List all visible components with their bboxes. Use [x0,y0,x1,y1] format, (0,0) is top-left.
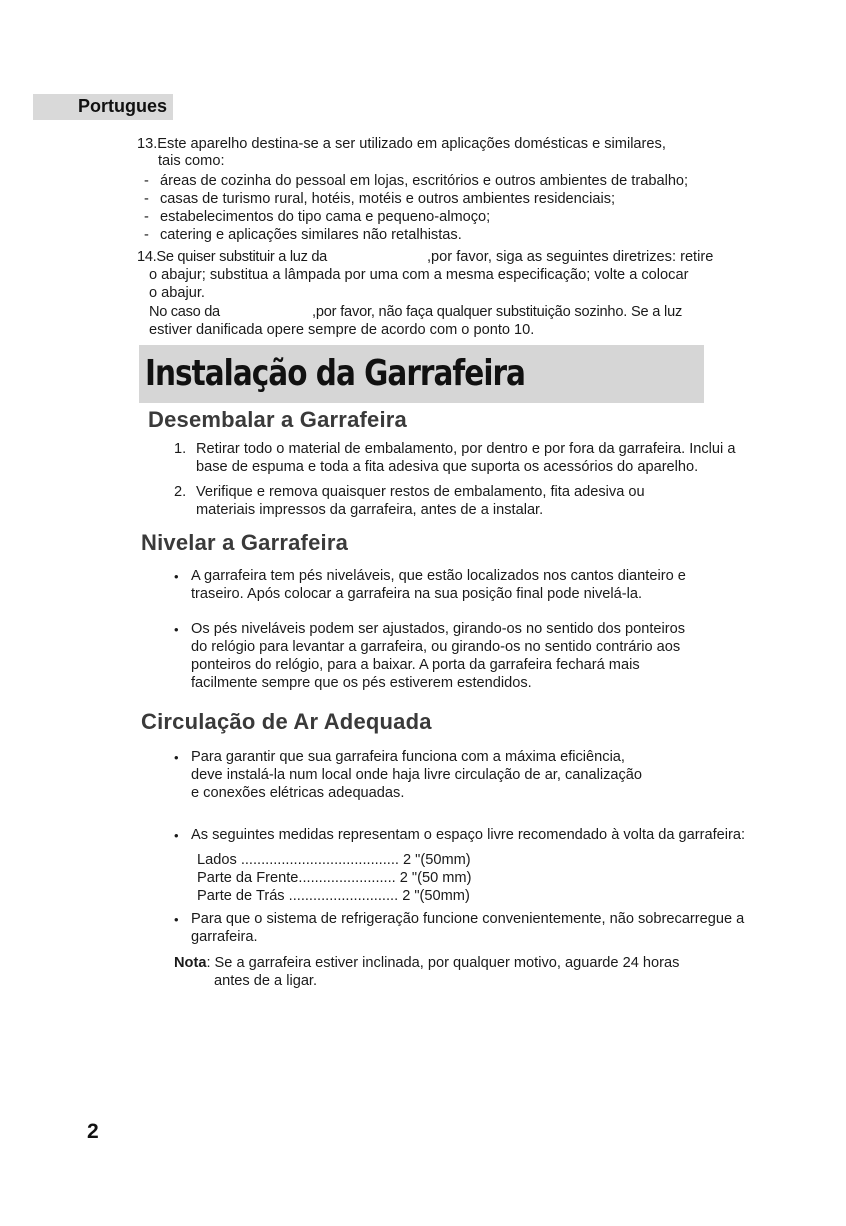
item14-line-4b: ,por favor, não faça qualquer substituição sozinho. Se a luz [312,304,683,320]
circulacao-bullet-1-line-1: Para garantir que sua garrafeira funciona com a máxima eficiência, [191,749,625,765]
nivelar-bullet-2-line-1: Os pés niveláveis podem ser ajustados, girando-os no sentido dos ponteiros [191,621,686,637]
nivelar-bullet-2-line-2: do relógio para levantar a garrafeira, ou girando-os no sentido contrário aos [191,639,681,655]
nivelar-bullet-2-line-3: ponteiros do relógio, para a baixar. A porta da garrafeira fechará mais [191,657,640,673]
item14-line-1b: ,por favor, siga as seguintes diretrizes: retire [427,249,714,265]
bullet-marker: • [174,750,179,765]
desembalar-item-1-line-1: Retirar todo o material de embalamento, por dentro e por fora da garrafeira. Inclui a [196,441,736,457]
circulacao-bullet-3-line-2: garrafeira. [191,929,258,945]
bullet-marker: • [174,912,179,927]
measure-frente: Parte da Frente........................ 2 "(50 mm) [197,870,472,886]
item13-dash-item: casas de turismo rural, hotéis, motéis e outros ambientes residenciais; [160,191,616,207]
note-line-2: antes de a ligar. [214,973,318,989]
circulacao-bullet-3-line-1: Para que o sistema de refrigeração funcione convenientemente, não sobrecarregue a [191,911,745,927]
note-line-1 [174,955,679,972]
dash-marker: - [144,209,149,225]
heading-nivelar: Nivelar a Garrafeira [141,530,349,555]
circulacao-bullet-2: As seguintes medidas representam o espaço livre recomendado à volta da garrafeira: [191,827,746,843]
measure-lados: Lados ....................................... 2 "(50mm) [197,852,471,868]
desembalar-item-2-line-1: Verifique e remova quaisquer restos de embalamento, fita adesiva ou [196,484,645,500]
note-label: Nota [174,955,207,971]
language-label: Portugues [77,96,167,116]
list-number: 1. [174,441,187,457]
item13-dash-item: áreas de cozinha do pessoal em lojas, escritórios e outros ambientes de trabalho; [160,173,689,189]
circulacao-bullet-1-line-3: e conexões elétricas adequadas. [191,785,405,801]
item13-line-2: tais como: [158,153,225,169]
dash-marker: - [144,173,149,189]
item14-line-5: estiver danificada opere sempre de acordo com o ponto 10. [149,322,535,338]
desembalar-item-2-line-2: materiais impressos da garrafeira, antes de a instalar. [196,502,544,518]
item14-line-3: o abajur. [149,285,205,301]
section-title: Instalação da Garrafeira [145,353,525,394]
item13-dash-item: catering e aplicações similares não retalhistas. [160,227,462,243]
item13-dash-item: estabelecimentos do tipo cama e pequeno-almoço; [160,209,491,225]
nivelar-bullet-2-line-4: facilmente sempre que os pés estiverem estendidos. [191,675,532,691]
nivelar-bullet-1-line-1: A garrafeira tem pés niveláveis, que estão localizados nos cantos dianteiro e [191,568,686,584]
circulacao-bullet-1-line-2: deve instalá-la num local onde haja livre circulação de ar, canalização [191,767,643,783]
measure-tras: Parte de Trás ........................... 2 "(50mm) [197,888,470,904]
language-tab [33,94,173,120]
item13-line-1: 13.Este aparelho destina-se a ser utilizado em aplicações domésticas e similares, [137,136,666,152]
item14-line-2: o abajur; substitua a lâmpada por uma com a mesma especificação; volte a colocar [149,267,689,283]
item14-line-4a: No caso da [149,304,220,320]
heading-circulacao: Circulação de Ar Adequada [141,709,432,734]
bullet-marker: • [174,622,179,637]
nivelar-bullet-1-line-2: traseiro. Após colocar a garrafeira na sua posição final pode nivelá-la. [191,586,643,602]
dash-marker: - [144,191,149,207]
heading-desembalar: Desembalar a Garrafeira [148,407,407,432]
desembalar-item-1-line-2: base de espuma e toda a fita adesiva que suporta os acessórios do aparelho. [196,459,699,475]
list-number: 2. [174,484,187,500]
bullet-marker: • [174,828,179,843]
item14-line-1a: 14.Se quiser substituir a luz da [137,249,327,265]
section-title-band [139,345,704,403]
page-number: 2 [87,1120,99,1143]
bullet-marker: • [174,569,179,584]
dash-marker: - [144,227,149,243]
note-text: : Se a garrafeira estiver inclinada, por qualquer motivo, aguarde 24 horas [206,955,680,971]
